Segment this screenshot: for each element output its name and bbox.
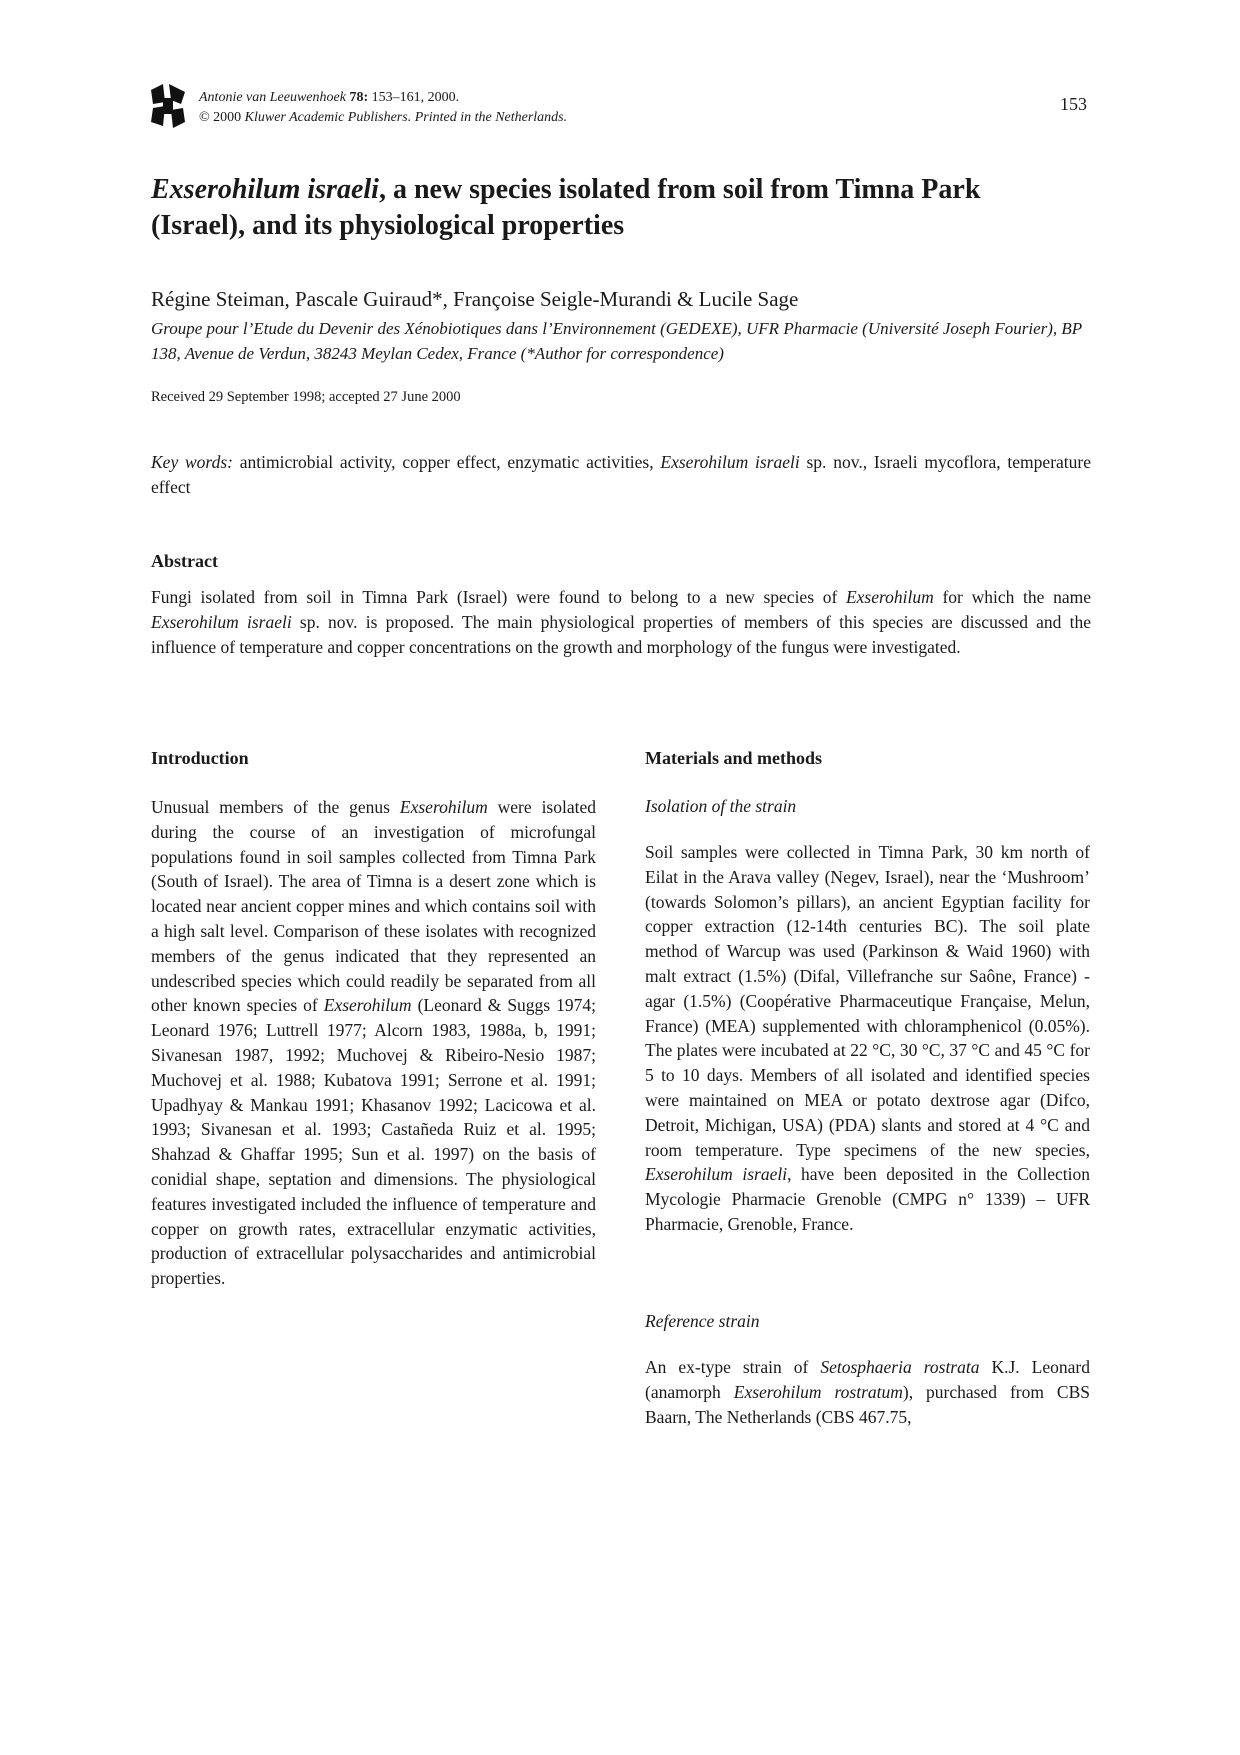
abstract-s1-italic: Exserohilum <box>845 587 934 607</box>
methods-p2c: ), purchased from CBS Baarn, The Netherlands (CBS 467.75, <box>645 1381 1090 1427</box>
title-line2: (Israel), and its physiological properties <box>151 210 625 241</box>
keywords <box>151 450 1091 500</box>
keywords-species: Exserohilum israeli <box>660 452 800 472</box>
copyright-line <box>199 108 567 128</box>
abstract-body <box>151 585 1091 660</box>
printed-note: Printed in the Netherlands. <box>414 110 568 125</box>
methods-heading: Materials and methods <box>645 748 822 768</box>
isolation-paragraph <box>645 840 1090 1237</box>
subheading-reference: Reference strain <box>645 1311 760 1331</box>
abstract-s3: sp. nov. is proposed. The main physiological properties of members of this species are discussed and the influence of temperature and copper concentrations on the growth and morphology of the fungus were investigated. <box>151 612 1091 657</box>
abstract-heading: Abstract <box>151 551 218 571</box>
introduction-heading: Introduction <box>151 748 249 768</box>
journal-info <box>199 88 567 128</box>
methods-p1b: , have been deposited in the Collection Mycologie Pharmacie Grenoble (CMPG n° 1339) – UFR Pharmacie, Grenoble, France. <box>645 1164 1090 1234</box>
intro-t1: Unusual members of the genus <box>151 797 400 817</box>
copyright-year: © 2000 <box>199 110 242 125</box>
title-species: Exserohilum israeli <box>151 174 379 205</box>
keywords-part2: sp. nov., Israeli mycoflora, temperature effect <box>151 452 1091 497</box>
journal-volume: 78: <box>349 90 369 105</box>
abstract-s2-italic: Exserohilum israeli <box>151 612 292 632</box>
subheading-isolation: Isolation of the strain <box>645 796 797 816</box>
publisher-name: Kluwer Academic Publishers. <box>244 110 412 125</box>
keywords-label: Key words: <box>151 452 233 472</box>
methods-p2-italic1: Setosphaeria rostrata <box>820 1357 980 1377</box>
keywords-part1: antimicrobial activity, copper effect, enzymatic activities, <box>232 452 661 472</box>
journal-pages: 153–161, 2000. <box>371 90 460 105</box>
page-number: 153 <box>1060 94 1087 114</box>
introduction-paragraph <box>151 795 596 1291</box>
article-title <box>151 172 1111 244</box>
intro-t3: (Leonard & Suggs 1974; Leonard 1976; Luttrell 1977; Alcorn 1983, 1988a, b, 1991; Sivanesan 1987, 1992; Muchovej & Ribeiro-Nesio 1987; Muchovej et al. 1988; Kubatova 1991; Serrone et al. 1991; Upadhyay & Mankau 1991; Khasanov 1992; Lacicowa et al. 1993; Sivanesan et al. 1993; Castañeda Ruiz et al. 1995; Shahzad & Ghaffar 1995; Sun et al. 1997) on the basis of conidial shape, septation and dimensions. The physiological features investigated included the influence of temperature and copper on growth rates, extracellular enzymatic activities, production of extracellular polysaccharides and antimicrobial properties. <box>151 995 596 1289</box>
methods-p2b: K.J. Leonard (anamorph <box>645 1357 1090 1402</box>
abstract-s1: Fungi isolated from soil in Timna Park (Israel) were found to belong to a new species of <box>151 587 846 607</box>
journal-citation <box>199 88 567 108</box>
authors: Régine Steiman, Pascale Guiraud*, Françoise Seigle-Murandi & Lucile Sage <box>151 287 799 311</box>
journal-name: Antonie van Leeuwenhoek <box>199 90 346 105</box>
methods-p1-italic: Exserohilum israeli <box>645 1164 788 1185</box>
reference-paragraph <box>645 1355 1090 1429</box>
methods-p1a: Soil samples were collected in Timna Park, 30 km north of Eilat in the Arava valley (Negev, Israel), near the ‘Mushroom’ (towards Solomon’s pillars), an ancient Egyptian facility for copper extraction (12-14th centuries BC). The soil plate method of Warcup was used (Parkinson & Waid 1960) with malt extract (1.5%) (Difal, Villefranche sur Saône, France) - agar (1.5%) (Coopérative Pharmaceutique Française, Melun, France) (MEA) supplemented with chloramphenicol (0.05%). The plates were incubated at 22 °C, 30 °C, 37 °C and 45 °C for 5 to 10 days. Members of all isolated and identified species were maintained on MEA or potato dextrose agar (Difco, Detroit, Michigan, USA) (PDA) slants and stored at 4 °C and room temperature. Type specimens of the new species, <box>645 842 1090 1160</box>
title-line1-rest: , a new species isolated from soil from Timna Park <box>378 174 981 205</box>
abstract-s2: for which the name <box>933 587 1091 607</box>
methods-p2a: An ex-type strain of <box>645 1357 821 1377</box>
received-dates: Received 29 September 1998; accepted 27 June 2000 <box>151 389 461 405</box>
isolation-body <box>645 840 1090 1237</box>
introduction-body <box>151 795 596 1291</box>
publisher-logo-icon <box>151 82 185 130</box>
intro-t2: were isolated during the course of an investigation of microfungal populations found in soil samples collected from Timna Park (South of Israel). The area of Timna is a desert zone which is located near ancient copper mines and which contains soil with a high salt level. Comparison of these isolates with recognized members of the genus indicated that they represented an undescribed species which could readily be separated from all other known species of <box>151 797 597 1016</box>
intro-t2-italic: Exserohilum <box>323 995 412 1016</box>
intro-t1-italic: Exserohilum <box>399 797 488 817</box>
reference-body <box>645 1355 1090 1429</box>
methods-p2-italic2: Exserohilum rostratum <box>733 1381 903 1402</box>
affiliation: Groupe pour l’Etude du Devenir des Xénobiotiques dans l’Environnement (GEDEXE), UFR Pharmacie (Université Joseph Fourier), BP 138, Avenue de Verdun, 38243 Meylan Cedex, France (*Author for correspondence) <box>151 319 1082 363</box>
